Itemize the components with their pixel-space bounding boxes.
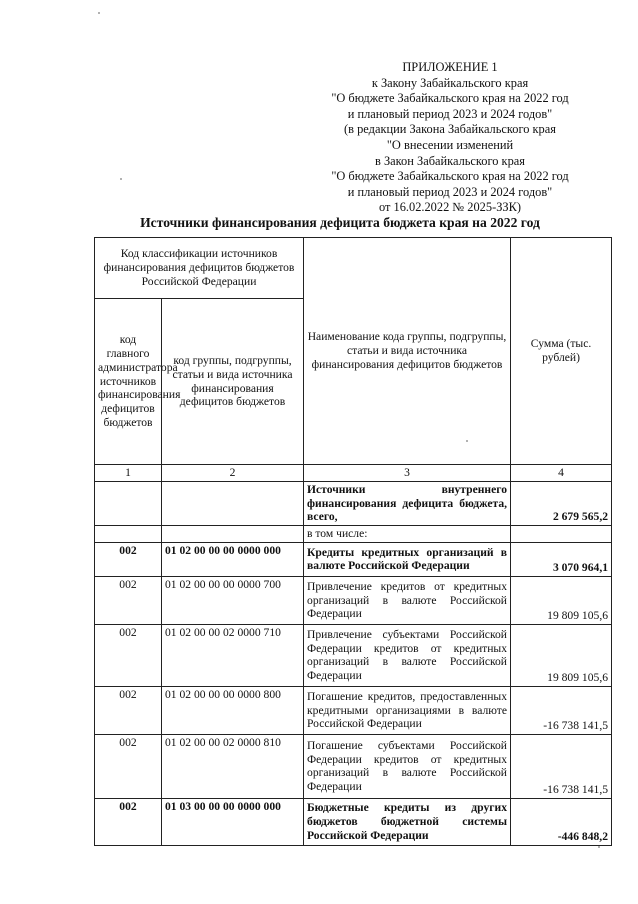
including-row bbox=[95, 526, 612, 543]
document-title: Источники финансирования дефицита бюджета края на 2022 год bbox=[140, 215, 540, 230]
header-group-code: код группы, подгруппы, статьи и вида источника финансирования дефицитов бюджетов bbox=[162, 299, 304, 465]
appendix-line: "О бюджете Забайкальского края на 2022 год bbox=[331, 169, 569, 184]
admin-code: 002 bbox=[95, 576, 162, 624]
appendix-line: в Закон Забайкальского края bbox=[375, 153, 525, 168]
group-code: 01 02 00 00 02 0000 810 bbox=[162, 734, 304, 798]
row-sum: 3 070 964,1 bbox=[511, 542, 612, 576]
scan-speck bbox=[120, 178, 122, 180]
appendix-line: ПРИЛОЖЕНИЕ 1 bbox=[402, 60, 498, 74]
empty-cell bbox=[511, 526, 612, 543]
row-sum: -16 738 141,5 bbox=[511, 686, 612, 734]
column-numbers-row bbox=[95, 465, 612, 482]
appendix-line: "О внесении изменений bbox=[386, 137, 514, 152]
table-row bbox=[95, 576, 612, 624]
group-code: 01 03 00 00 00 0000 000 bbox=[162, 798, 304, 845]
including-label: в том числе: bbox=[304, 526, 511, 543]
row-name: Кредиты кредитных организаций в валюте Российской Федерации bbox=[304, 542, 511, 576]
header-admin-code: код главного администратора источников финансирования дефицитов бюджетов bbox=[95, 299, 162, 465]
column-number: 4 bbox=[511, 465, 612, 482]
row-sum: 19 809 105,6 bbox=[511, 624, 612, 686]
scan-speck bbox=[598, 846, 600, 848]
header-row-classification bbox=[95, 238, 612, 299]
table-row bbox=[95, 624, 612, 686]
appendix-line: от 16.02.2022 № 2025-ЗЗК) bbox=[378, 200, 522, 215]
row-name: Погашение кредитов, предоставленных кредитными организациями в валюте Российской Федерации bbox=[304, 686, 511, 734]
total-sum: 2 679 565,2 bbox=[511, 481, 612, 525]
table-row bbox=[95, 686, 612, 734]
admin-code: 002 bbox=[95, 624, 162, 686]
appendix-header bbox=[300, 60, 600, 216]
appendix-line: и плановый период 2023 и 2024 годов" bbox=[347, 184, 553, 199]
admin-code: 002 bbox=[95, 542, 162, 576]
appendix-line: и плановый период 2023 и 2024 годов" bbox=[347, 106, 553, 121]
group-code: 01 02 00 00 02 0000 710 bbox=[162, 624, 304, 686]
group-code: 01 02 00 00 00 0000 700 bbox=[162, 576, 304, 624]
table-row bbox=[95, 798, 612, 845]
row-name: Привлечение кредитов от кредитных организаций в валюте Российской Федерации bbox=[304, 576, 511, 624]
total-row bbox=[95, 481, 612, 525]
financing-sources-table bbox=[94, 237, 612, 846]
header-sum: Сумма (тыс. рублей) bbox=[511, 238, 612, 465]
group-code: 01 02 00 00 00 0000 000 bbox=[162, 542, 304, 576]
row-sum: 19 809 105,6 bbox=[511, 576, 612, 624]
scan-speck bbox=[466, 440, 468, 442]
column-number: 1 bbox=[95, 465, 162, 482]
table-row bbox=[95, 542, 612, 576]
appendix-line: (в редакции Закона Забайкальского края bbox=[344, 122, 556, 137]
header-classification: Код классификации источников финансирования дефицитов бюджетов Российской Федерации bbox=[95, 238, 304, 299]
empty-cell bbox=[95, 526, 162, 543]
appendix-line: к Закону Забайкальского края bbox=[371, 75, 529, 90]
admin-code: 002 bbox=[95, 734, 162, 798]
row-name: Привлечение субъектами Российской Федерации кредитов от кредитных организаций в валюте Российской Федерации bbox=[304, 624, 511, 686]
empty-cell bbox=[162, 481, 304, 525]
admin-code: 002 bbox=[95, 686, 162, 734]
empty-cell bbox=[162, 526, 304, 543]
table-row bbox=[95, 734, 612, 798]
group-code: 01 02 00 00 00 0000 800 bbox=[162, 686, 304, 734]
row-sum: -16 738 141,5 bbox=[511, 734, 612, 798]
row-name: Бюджетные кредиты из других бюджетов бюджетной системы Российской Федерации bbox=[304, 798, 511, 845]
admin-code: 002 bbox=[95, 798, 162, 845]
scan-speck bbox=[98, 12, 100, 14]
empty-cell bbox=[95, 481, 162, 525]
total-name: Источники внутреннего финансирования дефицита бюджета, всего, bbox=[304, 481, 511, 525]
column-number: 2 bbox=[162, 465, 304, 482]
appendix-line: "О бюджете Забайкальского края на 2022 год bbox=[331, 91, 569, 106]
header-name: Наименование кода группы, подгруппы, статьи и вида источника финансирования дефицитов бюджетов bbox=[304, 238, 511, 465]
column-number: 3 bbox=[304, 465, 511, 482]
row-sum: -446 848,2 bbox=[511, 798, 612, 845]
row-name: Погашение субъектами Российской Федерации кредитов от кредитных организаций в валюте Российской Федерации bbox=[304, 734, 511, 798]
